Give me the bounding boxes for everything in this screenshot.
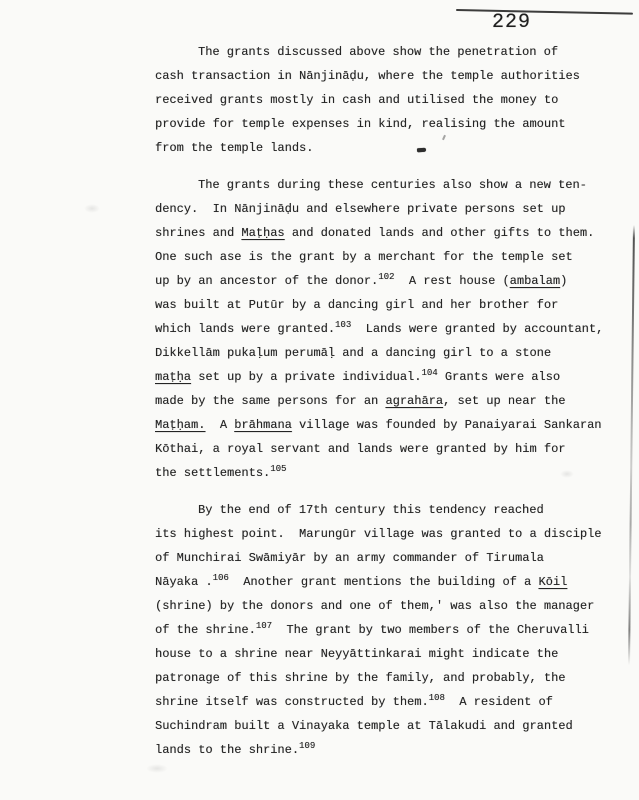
text-segment: house to a shrine near Neyyāttinkarai might indicate the <box>155 647 559 661</box>
ink-mark-artifact <box>417 148 426 153</box>
footnote-reference: 109 <box>299 741 316 751</box>
text-segment: and donated lands and other gifts to them. <box>284 226 595 240</box>
text-segment: set up by a private individual. <box>191 370 422 384</box>
text-segment: A <box>205 418 235 432</box>
text-segment: village was founded by Panaiyarai Sankaran <box>291 418 602 432</box>
text-line <box>155 245 625 269</box>
document-text <box>155 40 625 762</box>
page-header-rule <box>456 9 633 15</box>
paragraph <box>155 40 625 160</box>
text-segment: Kōthai, a royal servant and lands were granted by him for <box>155 442 566 456</box>
text-segment: lands to the shrine. <box>155 743 300 757</box>
text-segment: was built at Putūr by a dancing girl and her brother for <box>155 298 559 312</box>
paragraph <box>155 498 625 762</box>
text-segment: received grants mostly in cash and utilised the money to <box>155 93 559 107</box>
text-segment: shrine itself was constructed by them. <box>155 695 429 709</box>
text-segment: Dikkellām pukaḷum perumāḷ and a dancing girl to a stone <box>155 346 552 360</box>
text-line <box>155 666 625 690</box>
text-line <box>155 341 625 365</box>
text-segment: dency. In Nānjināḍu and elsewhere private persons set up <box>155 202 566 216</box>
scan-smudge <box>146 764 168 773</box>
text-segment: (shrine) by the donors and one of them,' was also the manager <box>155 599 595 613</box>
text-segment: up by an ancestor of the donor. <box>155 274 379 288</box>
underlined-term: brāhmana <box>234 418 292 432</box>
text-segment: which lands were granted. <box>155 322 336 336</box>
text-segment: A resident of <box>444 695 553 709</box>
text-segment: A rest house ( <box>394 274 510 288</box>
text-segment: Suchindram built a Vinayaka temple at Tālakudi and granted <box>155 719 573 733</box>
text-segment: Nāyaka . <box>155 575 213 589</box>
text-line <box>155 317 625 341</box>
text-line <box>155 173 625 197</box>
text-segment: of Munchirai Swāmiyār by an army commander of Tirumala <box>155 551 544 565</box>
text-segment: The grants during these centuries also show a new ten- <box>198 178 587 192</box>
underlined-term: maṭḥa <box>155 370 192 384</box>
text-segment: , set up near the <box>443 394 566 408</box>
text-line <box>155 690 625 714</box>
footnote-reference: 105 <box>270 464 287 474</box>
footnote-reference: 104 <box>421 368 438 378</box>
scan-smudge <box>560 470 574 478</box>
text-line <box>155 618 625 642</box>
text-line <box>155 136 625 160</box>
text-line <box>155 221 625 245</box>
text-line <box>155 461 625 485</box>
text-line <box>155 88 625 112</box>
text-line <box>155 197 625 221</box>
text-segment: patronage of this shrine by the family, and probably, the <box>155 671 566 685</box>
text-line <box>155 594 625 618</box>
text-segment: shrines and <box>155 226 242 240</box>
footnote-reference: 106 <box>212 573 229 583</box>
text-segment: made by the same persons for an <box>155 394 386 408</box>
text-line <box>155 293 625 317</box>
text-segment: The grant by two members of the Cheruvalli <box>272 623 589 637</box>
text-line <box>155 546 625 570</box>
text-segment: the settlements. <box>155 466 271 480</box>
paragraph <box>155 173 625 485</box>
text-line <box>155 389 625 413</box>
text-line <box>155 570 625 594</box>
text-line <box>155 365 625 389</box>
text-line <box>155 269 625 293</box>
text-line <box>155 437 625 461</box>
text-line <box>155 112 625 136</box>
scan-smudge <box>84 204 100 213</box>
underlined-term: Maṭḥas <box>241 226 285 240</box>
footnote-reference: 107 <box>255 621 273 631</box>
text-segment: cash transaction in Nānjināḍu, where the temple authorities <box>155 69 580 83</box>
text-segment: its highest point. Marungūr village was granted to a disciple <box>155 527 602 541</box>
text-segment: The grants discussed above show the penetration of <box>198 45 559 59</box>
text-segment: One such ase is the grant by a merchant for the temple set <box>155 250 573 264</box>
text-line <box>155 40 625 64</box>
footnote-reference: 102 <box>378 272 395 282</box>
underlined-term: Maṭḥam. <box>155 418 206 432</box>
footnote-reference: 103 <box>335 320 352 330</box>
page-number: 229 <box>492 11 532 34</box>
text-segment: ) <box>560 274 568 288</box>
scan-edge-artifact <box>628 225 635 665</box>
text-segment: Grants were also <box>437 370 561 384</box>
text-segment: Another grant mentions the building of a <box>228 575 539 589</box>
underlined-term: ambalam <box>509 274 561 288</box>
footnote-reference: 108 <box>428 693 445 703</box>
text-segment: By the end of 17th century this tendency reached <box>198 503 544 517</box>
text-line <box>155 642 625 666</box>
underlined-term: Kōil <box>538 575 568 589</box>
text-segment: Lands were granted by accountant, <box>351 322 604 336</box>
text-segment: of the shrine. <box>155 623 256 637</box>
text-segment: from the temple lands. <box>155 141 314 155</box>
text-line <box>155 738 625 762</box>
text-line <box>155 64 625 88</box>
underlined-term: agrahāra <box>385 394 444 408</box>
text-line <box>155 714 625 738</box>
text-line <box>155 498 625 522</box>
text-line <box>155 522 625 546</box>
text-segment: provide for temple expenses in kind, realising the amount <box>155 117 566 131</box>
text-line <box>155 413 625 437</box>
